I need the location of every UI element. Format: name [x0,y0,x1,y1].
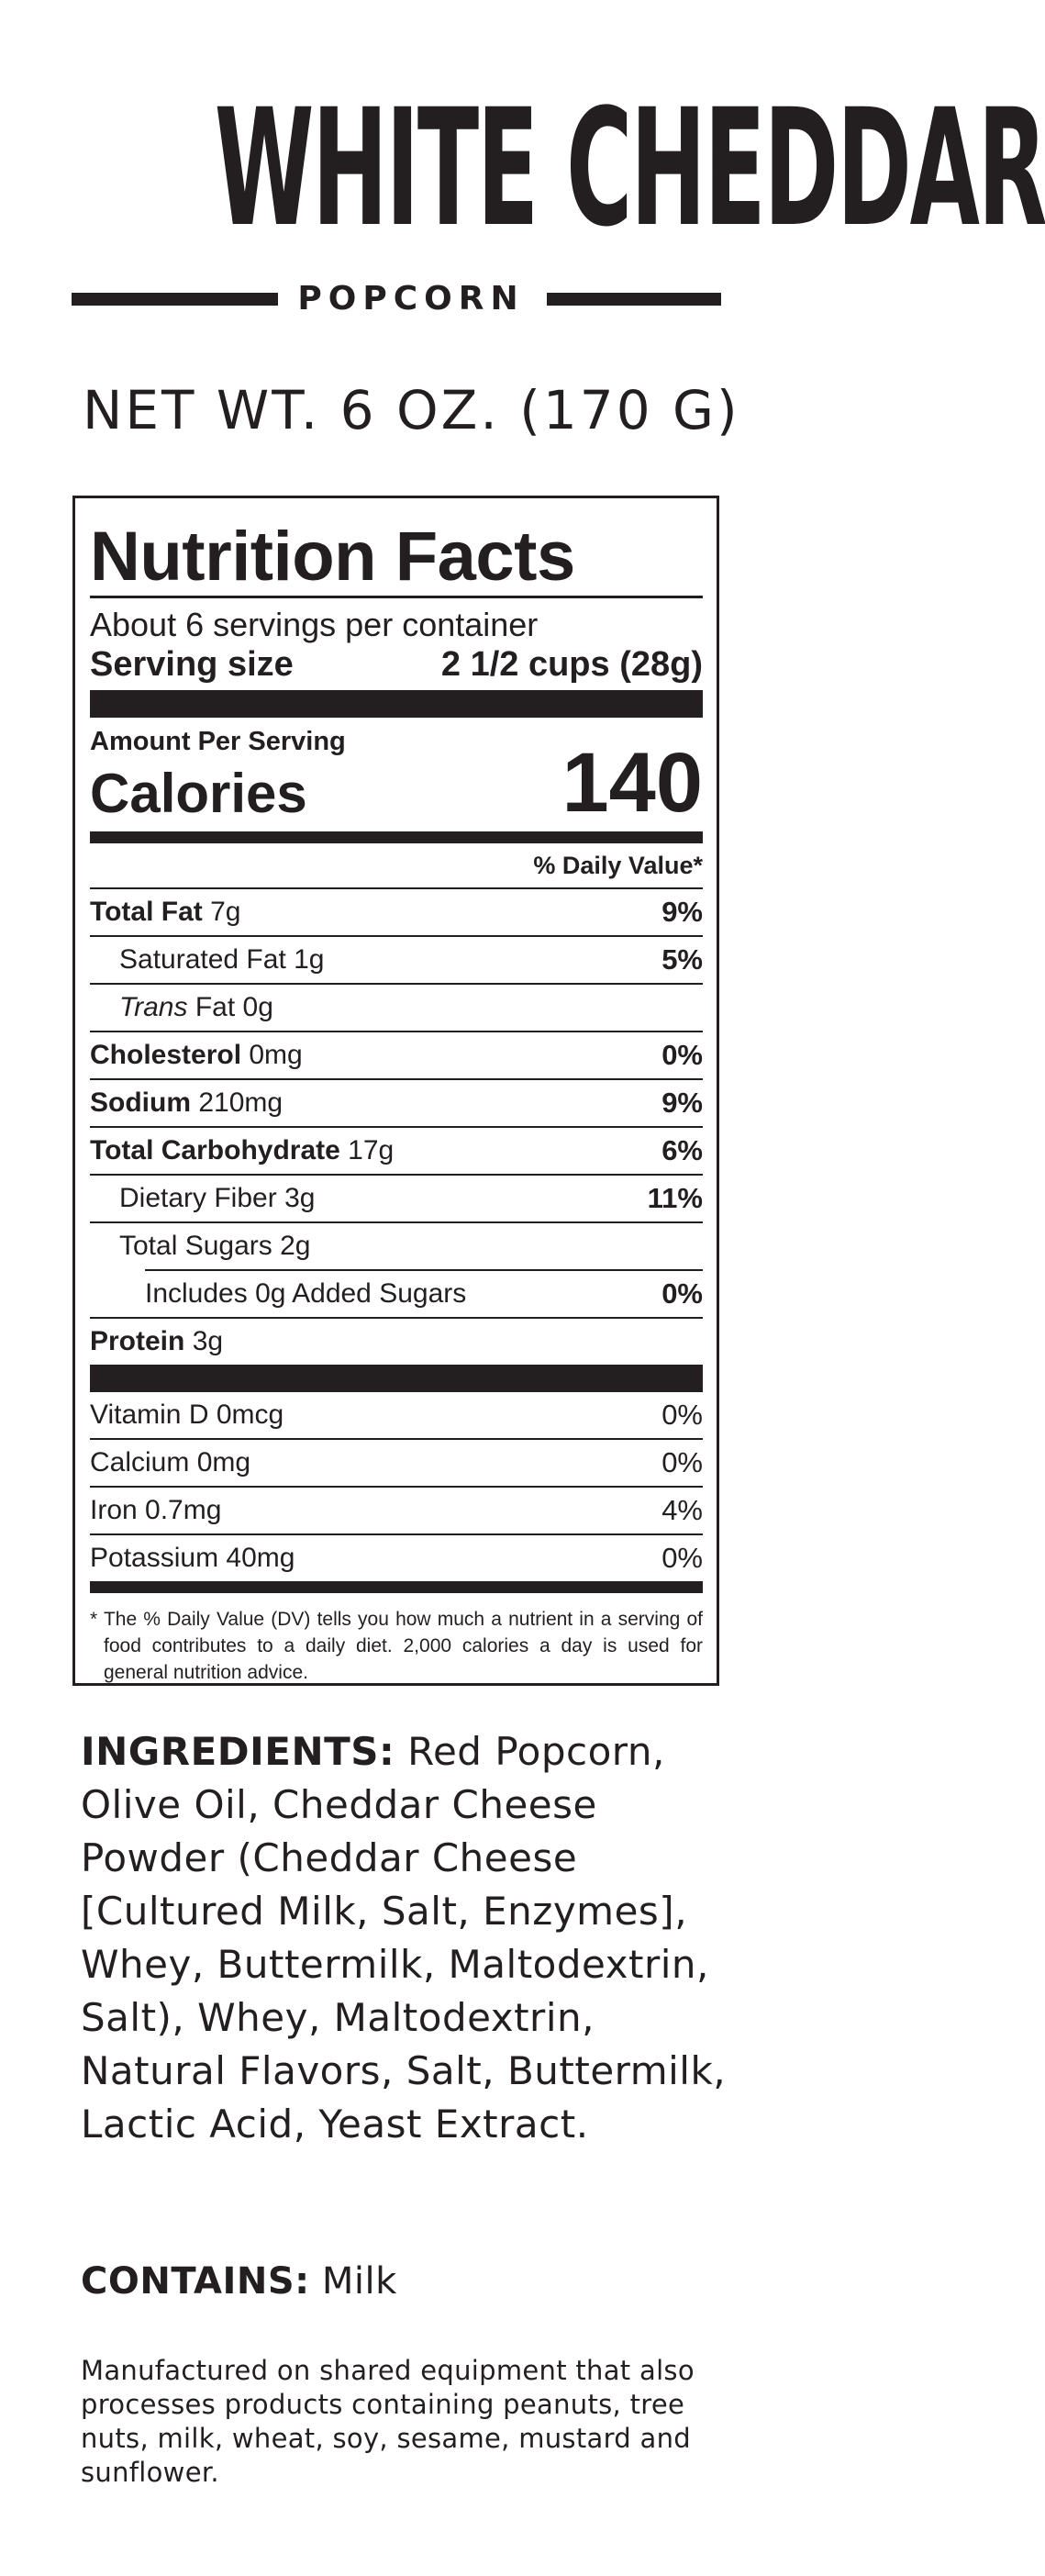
nutrition-facts-panel [72,496,719,1686]
nutrient-dv: 0% [661,1039,703,1071]
banner-rule-right [547,293,721,306]
contains-statement [81,2258,723,2305]
nutrient-label: Total Sugars [119,1231,272,1261]
medium-divider [90,831,703,843]
nutrient-amount: 3g [284,1183,316,1213]
vitamin-dv: 0% [661,1542,703,1574]
vitamin-label: Iron 0.7mg [90,1495,222,1525]
net-weight: NET WT. 6 OZ. (170 G) [83,379,740,441]
divider [90,596,703,598]
nutrient-label: Cholesterol [90,1040,242,1070]
nutrient-row-protein [90,1319,703,1365]
nutrient-label: Total Fat [90,897,203,927]
nutrient-label: Dietary Fiber [119,1183,277,1213]
vitamin-label: Calcium 0mg [90,1447,251,1478]
calories-value: 140 [561,736,703,830]
vitamin-row-iron [90,1488,703,1533]
ingredients-label: INGREDIENTS: [81,1729,395,1774]
vitamin-row-vitamin-d [90,1392,703,1438]
product-type: POPCORN [297,280,525,318]
thick-divider [90,690,703,718]
allergen-statement: Manufactured on shared equipment that also processes products containing peanuts, tree nuts, milk, wheat, soy, sesame, mustard and sunflower. [81,2355,695,2488]
medium-divider [90,1581,703,1593]
vitamin-dv: 0% [661,1446,703,1478]
nutrient-dv: 11% [647,1182,703,1214]
nutrient-row-saturated-fat [90,937,703,983]
nutrient-label: Protein [90,1326,185,1356]
vitamin-label: Potassium 40mg [90,1543,295,1573]
nutrient-label-suffix: Fat [195,992,236,1022]
thick-divider [90,1365,703,1392]
serving-size-value: 2 1/2 cups (28g) [440,645,703,684]
daily-value-header: % Daily Value* [533,852,703,879]
nutrient-amount: 3g [192,1326,224,1356]
calories-label: Calories [90,763,307,824]
nutrient-row-added-sugars [90,1271,703,1317]
nutrient-row-cholesterol [90,1032,703,1078]
contains-text: Milk [321,2260,397,2303]
nutrient-amount: 2g [280,1231,311,1261]
product-name: WHITE CHEDDAR [214,74,1045,262]
nutrient-dv: 9% [661,1087,703,1119]
banner-rule-left [72,293,278,306]
nutrient-amount: 17g [348,1135,395,1165]
nutrient-dv: 0% [661,1277,703,1310]
vitamin-dv: 0% [661,1399,703,1431]
vitamin-row-calcium [90,1440,703,1486]
nutrient-label: Total Carbohydrate [90,1135,340,1165]
nutrient-dv: 5% [661,943,703,976]
daily-value-footnote: * The % Daily Value (DV) tells you how much a nutrient in a serving of food contributes to a daily diet. 2,000 calories a day is used for general nutrition advice. [90,1609,703,1683]
nutrient-amount: 210mg [198,1087,283,1118]
nutrient-amount: 0g [242,992,273,1022]
product-type-banner [72,279,721,319]
vitamin-row-potassium [90,1535,703,1581]
nutrient-label: Saturated Fat [119,944,286,975]
nutrient-row-dietary-fiber [90,1176,703,1221]
nutrient-amount: 0mg [249,1040,303,1070]
ingredients [81,1725,732,2151]
nutrient-dv: 9% [661,896,703,928]
nutrient-amount: 7g [210,897,241,927]
nutrient-label: Trans [119,992,188,1022]
contains-label: CONTAINS: [81,2260,310,2303]
vitamin-label: Vitamin D 0mcg [90,1400,284,1430]
servings-per-container: About 6 servings per container [90,606,539,643]
ingredients-text: Red Popcorn, Olive Oil, Cheddar Cheese Powder (Cheddar Cheese [Cultured Milk, Salt, Enzymes], Whey, Buttermilk, Maltodextrin, Salt), Whey, Maltodextrin, Natural Flavors, Salt, Buttermilk, Lactic Acid, Yeast Extract. [81,1729,727,2147]
serving-size-label: Serving size [90,645,294,684]
nutrient-dv: 6% [661,1134,703,1166]
vitamin-dv: 4% [661,1494,703,1526]
nutrient-amount: 1g [294,944,325,975]
nutrient-row-total-fat [90,889,703,935]
nutrient-row-sodium [90,1080,703,1126]
nutrient-row-total-sugars [90,1223,703,1269]
serving-size-row [90,644,703,685]
nutrient-row-trans-fat [90,985,703,1031]
nutrient-label: Includes 0g Added Sugars [145,1278,467,1309]
amount-per-serving: Amount Per Serving [90,727,346,756]
nutrient-row-total-carbohydrate [90,1128,703,1174]
nutrition-facts-title: Nutrition Facts [90,518,575,596]
nutrient-label: Sodium [90,1087,191,1118]
